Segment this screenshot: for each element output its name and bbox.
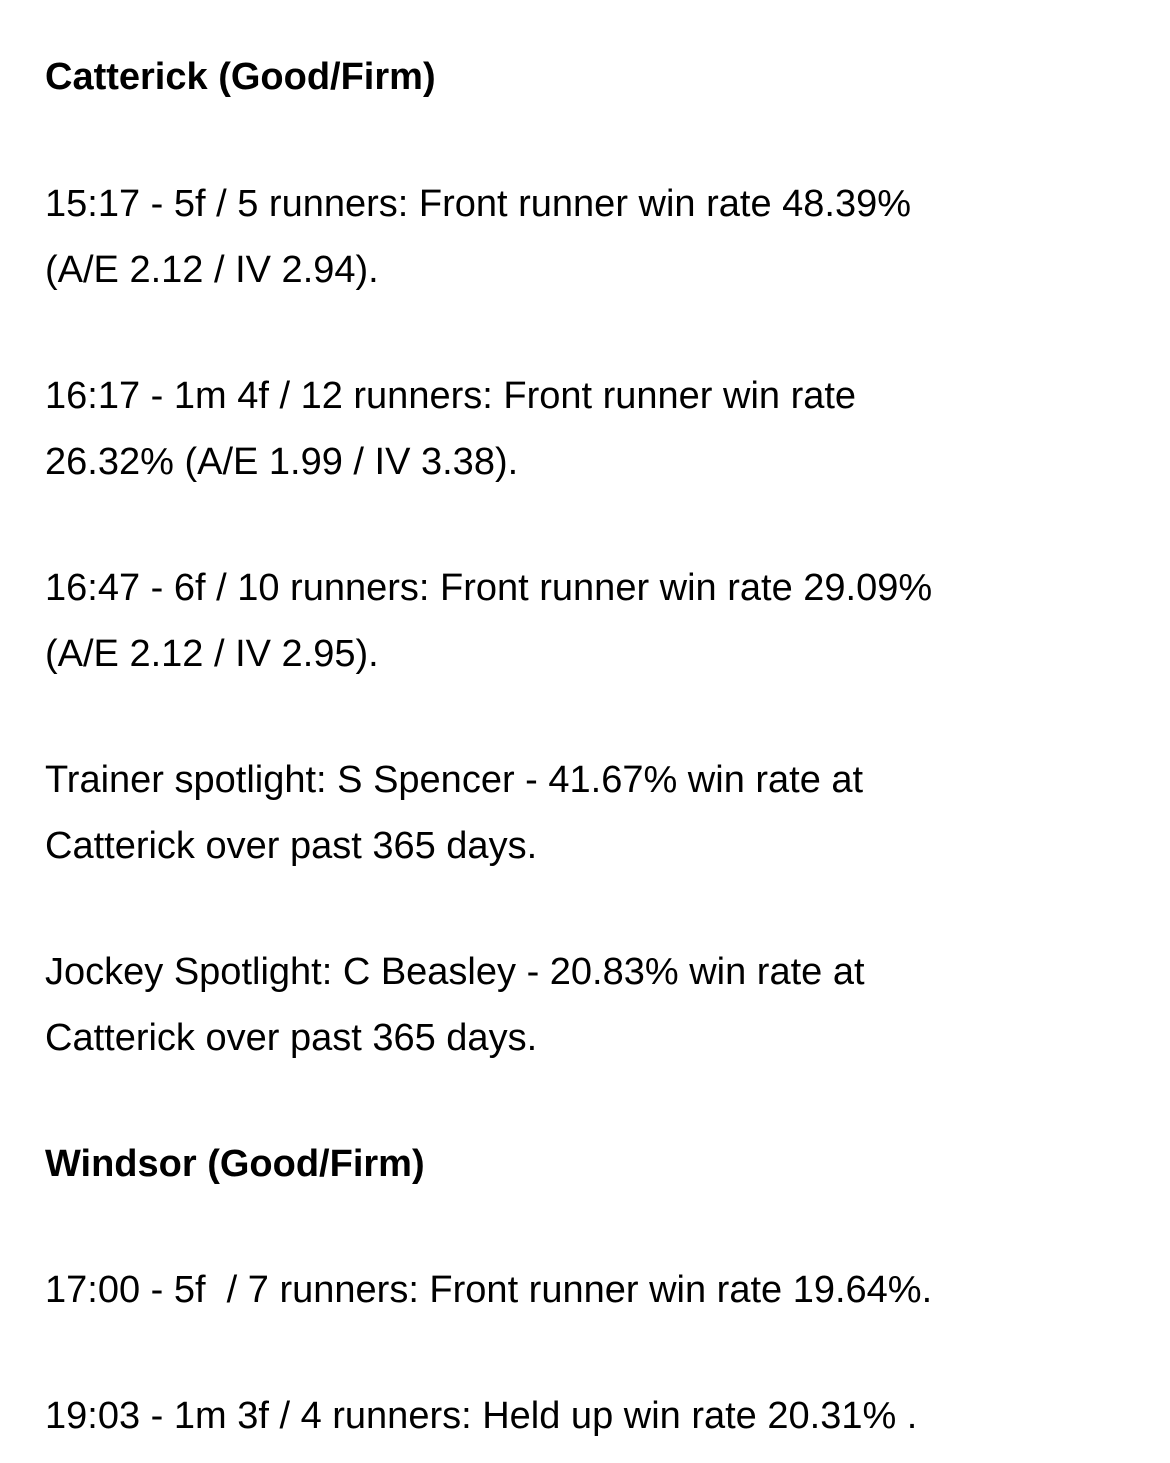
race-line: 16:47 - 6f / 10 runners: Front runner win rate 29.09% bbox=[45, 567, 933, 609]
trainer-spotlight-continuation: Catterick over past 365 days. bbox=[45, 825, 538, 867]
race-line-continuation: 26.32% (A/E 1.99 / IV 3.38). bbox=[45, 441, 519, 483]
race-line-continuation: (A/E 2.12 / IV 2.95). bbox=[45, 633, 379, 675]
section-heading-catterick: Catterick (Good/Firm) bbox=[45, 56, 436, 98]
trainer-spotlight: Trainer spotlight: S Spencer - 41.67% win rate at bbox=[45, 759, 864, 801]
jockey-spotlight: Jockey Spotlight: C Beasley - 20.83% win rate at bbox=[45, 951, 865, 993]
race-line: 15:17 - 5f / 5 runners: Front runner win rate 48.39% bbox=[45, 183, 912, 225]
race-line: 17:00 - 5f / 7 runners: Front runner win rate 19.64%. bbox=[45, 1269, 933, 1311]
section-heading-windsor: Windsor (Good/Firm) bbox=[45, 1143, 425, 1185]
jockey-spotlight-continuation: Catterick over past 365 days. bbox=[45, 1017, 538, 1059]
race-line: 16:17 - 1m 4f / 12 runners: Front runner win rate bbox=[45, 375, 857, 417]
race-line: 19:03 - 1m 3f / 4 runners: Held up win rate 20.31% . bbox=[45, 1395, 918, 1437]
race-line-continuation: (A/E 2.12 / IV 2.94). bbox=[45, 249, 379, 291]
